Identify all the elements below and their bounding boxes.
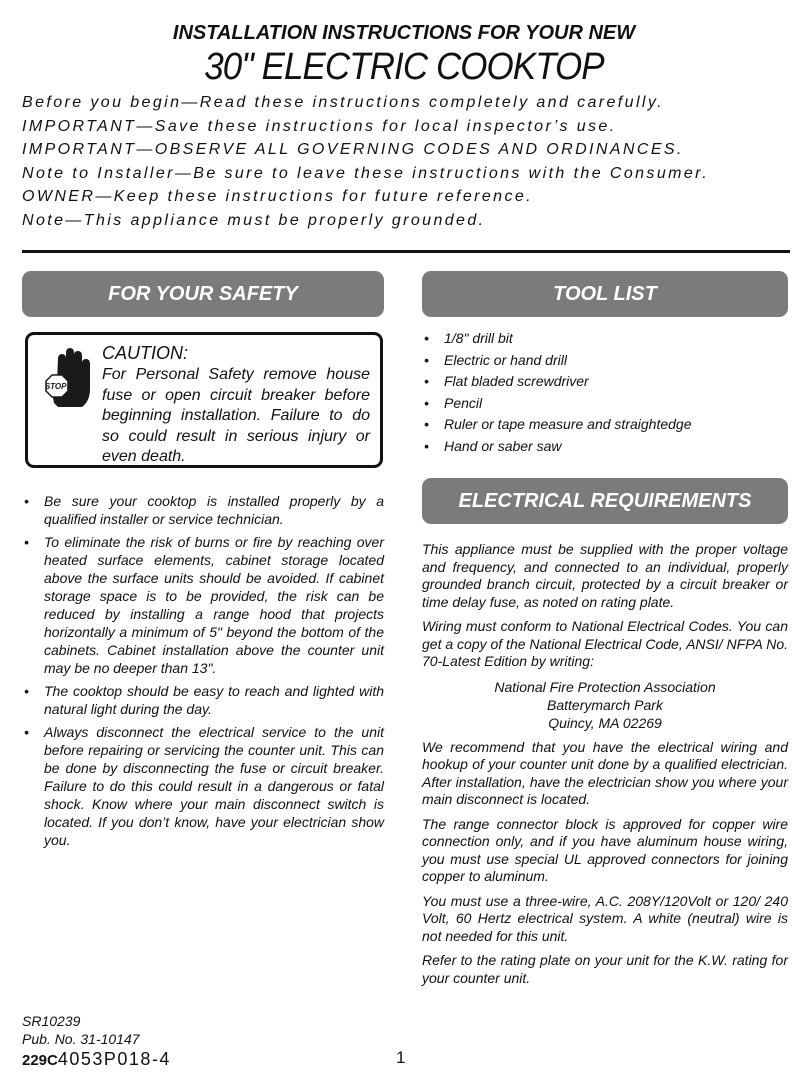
safety-list [22,492,384,854]
safety-bullet-text: To eliminate the risk of burns or fire by reaching over heated surface elements, cabinet storage located above the surface units should be avoided. If cabinet storage space is to be provided, the risk can be reduced by installing a range hood that projects horizontally a minimum of 5" beyond the bottom of the cabinets. Cabinet installation above the counter unit may be no deeper than 13". [44,534,384,676]
divider [22,250,790,253]
list-item: • Always disconnect the electrical service to the unit before repairing or servicing the counter unit. This can be done by disconnecting the fuse or circuit breaker. Failure to do this could result in a dangerous or fatal shock. Know where your main disconnect switch is located. If you don’t know, have your electrician show you. [24,724,384,848]
part-number [22,1048,171,1072]
header-title: INSTALLATION INSTRUCTIONS FOR YOUR NEW [172,22,636,44]
section-header-electrical: ELECTRICAL REQUIREMENTS [422,478,788,524]
tool-item: Flat bladed screwdriver [444,373,589,389]
sr-number: SR10239 [22,1013,81,1029]
pub-number: Pub. No. 31-10147 [22,1031,140,1047]
address-line: National Fire Protection Association [494,678,716,695]
product-title: 30" ELECTRIC COOKTOP [204,46,604,88]
electrical-paragraph: You must use a three-wire, A.C. 208Y/120Volt or 120/ 240 Volt, 60 Hertz electrical system. A white (neutral) wire is not needed for this unit. [422,892,788,944]
electrical-paragraph: This appliance must be supplied with the proper voltage and frequency, and connected to an individual, properly grounded branch circuit, protected by a circuit breaker or time delay fuse, as noted on rating plate. [422,541,788,610]
page-number: 1 [396,1048,406,1067]
electrical-paragraph: Refer to the rating plate on your unit for the K.W. rating for your counter unit. [422,952,788,986]
section-header-safety: FOR YOUR SAFETY [22,271,384,317]
tool-item: Pencil [444,394,483,411]
intro-line: Note—This appliance must be properly grounded. [22,211,486,229]
tool-item: Ruler or tape measure and straightedge [444,416,692,432]
tool-item: Electric or hand drill [444,351,567,368]
safety-bullet-text: The cooktop should be easy to reach and lighted with natural light during the day. [44,683,384,717]
electrical-body [422,541,788,994]
intro-notes [22,91,792,232]
list-item: • Electric or hand drill [424,351,567,368]
intro-line: OWNER—Keep these instructions for future reference. [22,188,534,205]
caution-text: For Personal Safety remove house fuse or open circuit breaker before beginning installation. Failure to do so could result in serious injury or even death. [102,366,370,465]
address-line: Batterymarch Park [547,696,663,713]
part-prefix: 229C [22,1052,58,1069]
tool-list [422,328,782,457]
caution-box [25,332,383,468]
stop-hand-icon [40,345,96,409]
tool-item: Hand or saber saw [444,437,562,454]
intro-line: IMPORTANT—OBSERVE ALL GOVERNING CODES AND ORDINANCES. [22,141,684,158]
list-item: • Flat bladed screwdriver [424,373,589,389]
mailing-address [422,678,788,732]
electrical-paragraph: We recommend that you have the electrical wiring and hookup of your counter unit done by a qualified electrician. After installation, have the electrician show you where your main disconnect is located. [422,738,788,807]
electrical-paragraph: The range connector block is approved for copper wire connection only, and if you have aluminum house wiring, you must use special UL approved connectors for joining copper to aluminum. [422,815,788,884]
caution-title: CAUTION: [102,343,189,363]
safety-bullet-text: Be sure your cooktop is installed properly by a qualified installer or service technician. [44,493,384,527]
intro-line: Note to Installer—Be sure to leave these instructions with the Consumer. [22,164,710,182]
list-item: • 1/8" drill bit [424,330,513,346]
intro-line: Before you begin—Read these instructions completely and carefully. [22,94,664,111]
list-item: • Ruler or tape measure and straightedge [424,416,692,432]
electrical-paragraph: Wiring must conform to National Electrical Codes. You can get a copy of the National Electrical Code, ANSI/ NFPA No. 70-Latest Edition by writing: [422,618,788,669]
list-item: • To eliminate the risk of burns or fire by reaching over heated surface elements, cabinet storage located above the surface units should be avoided. If cabinet storage space is to be provided, the risk can be reduced by installing a range hood that projects horizontally a minimum of 5" beyond the bottom of the cabinets. Cabinet installation above the counter unit may be no deeper than 13". [24,534,384,676]
address-line: Quincy, MA 02269 [548,714,662,731]
list-item: • Hand or saber saw [424,437,562,454]
section-header-tools: TOOL LIST [422,271,788,317]
part-code: 4053P018-4 [57,1049,171,1069]
list-item: • Pencil [424,394,483,411]
list-item: • Be sure your cooktop is installed properly by a qualified installer or service technician. [24,493,384,527]
tool-item: 1/8" drill bit [444,330,513,346]
list-item: • The cooktop should be easy to reach and lighted with natural light during the day. [24,683,384,717]
footer [22,1012,171,1072]
stop-label: STOP! [44,382,70,391]
safety-bullet-text: Always disconnect the electrical service to the unit before repairing or servicing the counter unit. This can be done by disconnecting the fuse or circuit breaker. Failure to do this could result in a dangerous or fatal shock. Know where your main disconnect switch is located. If you don’t know, have your electrician show you. [44,724,384,848]
intro-line: IMPORTANT—Save these instructions for local inspector’s use. [22,117,617,135]
